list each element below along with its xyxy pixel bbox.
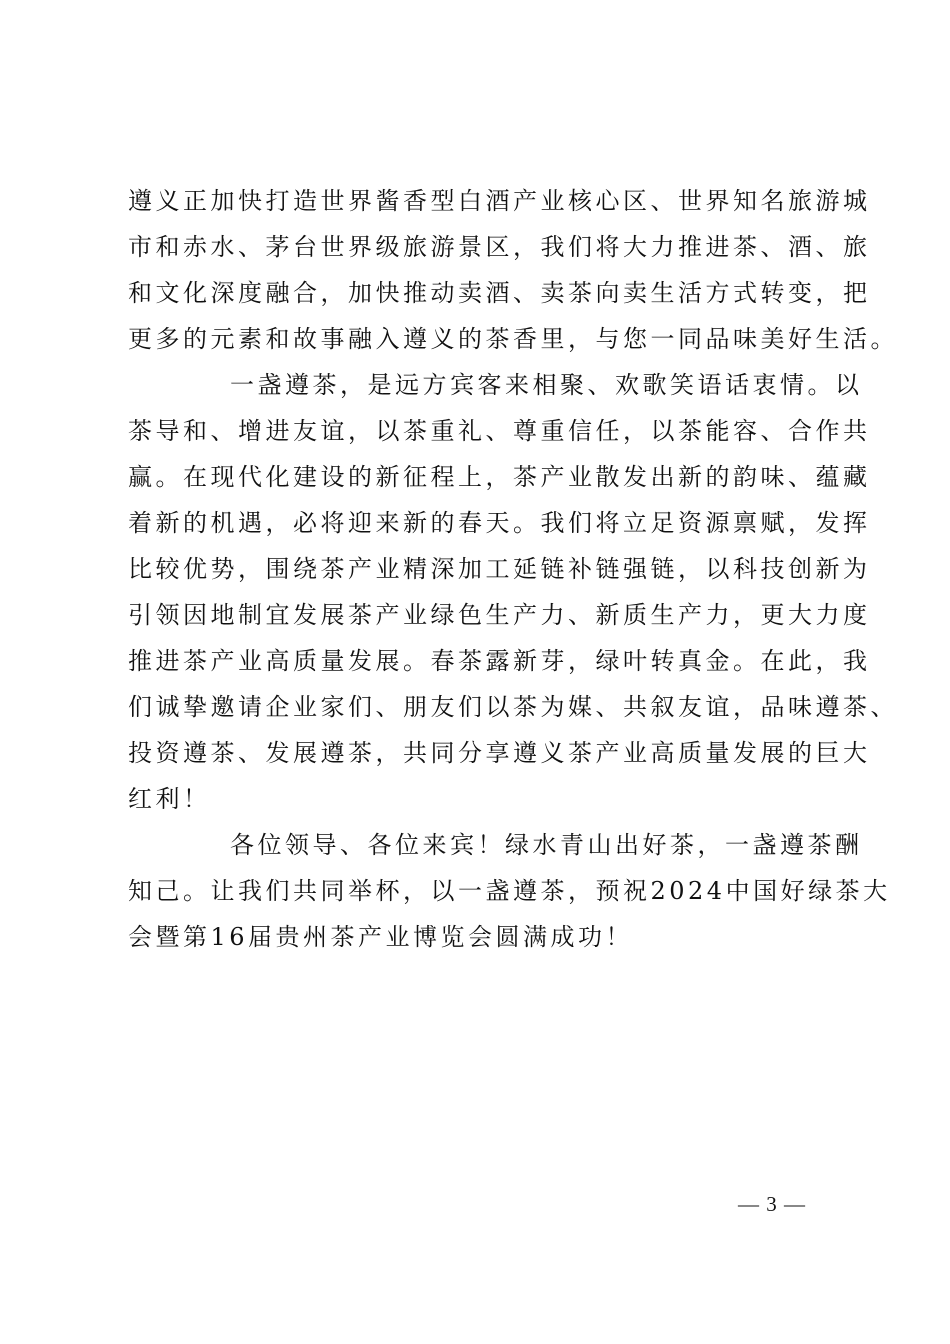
text-line: 更多的元素和故事融入遵义的茶香里，与您一同品味美好生活。 bbox=[128, 325, 898, 353]
paragraph-3 bbox=[128, 822, 891, 960]
text-line: 遵义正加快打造世界酱香型白酒产业核心区、世界知名旅游城 bbox=[128, 187, 871, 215]
page-number: — 3 — bbox=[738, 1192, 806, 1216]
text-line: 赢。在现代化建设的新征程上，茶产业散发出新的韵味、蕴藏 bbox=[128, 463, 871, 491]
text-line: 会暨第16届贵州茶产业博览会圆满成功！ bbox=[128, 923, 634, 951]
text-line: 市和赤水、茅台世界级旅游景区，我们将大力推进茶、酒、旅 bbox=[128, 233, 871, 261]
text-line: 红利！ bbox=[128, 785, 211, 813]
text-line: 推进茶产业高质量发展。春茶露新芽，绿叶转真金。在此，我 bbox=[128, 647, 871, 675]
body-text bbox=[128, 178, 898, 960]
text-line: 比较优势，围绕茶产业精深加工延链补链强链，以科技创新为 bbox=[128, 555, 871, 583]
paragraph-2 bbox=[128, 362, 898, 822]
text-line: 投资遵茶、发展遵茶，共同分享遵义茶产业高质量发展的巨大 bbox=[128, 739, 871, 767]
text-line: 引领因地制宜发展茶产业绿色生产力、新质生产力，更大力度 bbox=[128, 601, 871, 629]
text-line: 着新的机遇，必将迎来新的春天。我们将立足资源禀赋，发挥 bbox=[128, 509, 871, 537]
paragraph-1 bbox=[128, 178, 898, 362]
text-line: 各位领导、各位来宾！绿水青山出好茶，一盏遵茶酬 bbox=[230, 831, 863, 859]
text-line: 知己。让我们共同举杯，以一盏遵茶，预祝2024中国好绿茶大 bbox=[128, 877, 891, 905]
text-line: 一盏遵茶，是远方宾客来相聚、欢歌笑语话衷情。以 bbox=[230, 371, 863, 399]
text-line: 茶导和、增进友谊，以茶重礼、尊重信任，以茶能容、合作共 bbox=[128, 417, 871, 445]
text-line: 和文化深度融合，加快推动卖酒、卖茶向卖生活方式转变，把 bbox=[128, 279, 871, 307]
text-line: 们诚挚邀请企业家们、朋友们以茶为媒、共叙友谊，品味遵茶、 bbox=[128, 693, 898, 721]
